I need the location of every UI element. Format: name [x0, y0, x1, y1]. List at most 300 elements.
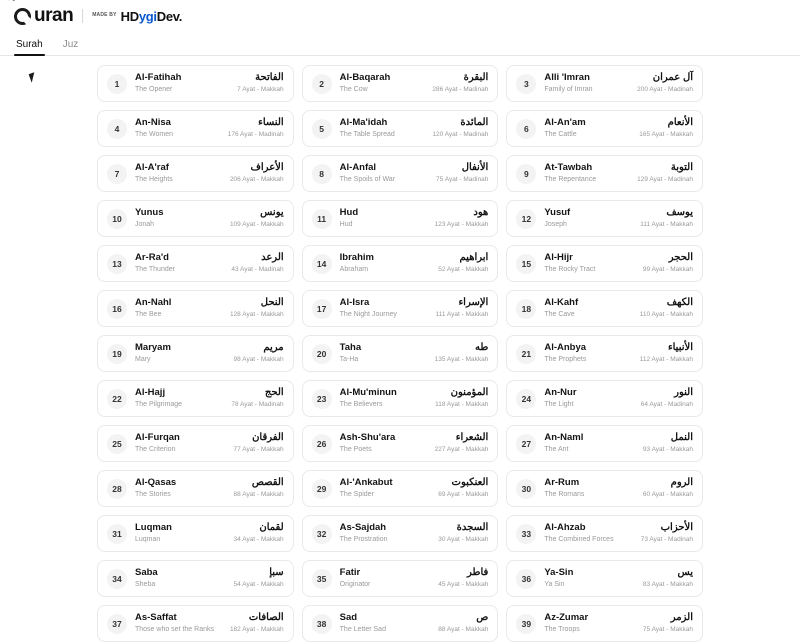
- surah-number-badge: 1: [107, 74, 127, 94]
- surah-arabic-name: الفرقان: [252, 431, 284, 443]
- surah-text-block: [127, 297, 230, 319]
- surah-meta-block: [432, 72, 488, 95]
- surah-name: Maryam: [135, 342, 171, 354]
- surah-number-badge: 30: [516, 479, 536, 499]
- surah-number-badge: 12: [516, 209, 536, 229]
- surah-arabic-name: القصص: [251, 476, 284, 488]
- surah-arabic-name: العنكبوت: [451, 476, 489, 488]
- surah-text-block: [332, 567, 439, 589]
- surah-card[interactable]: [506, 425, 703, 462]
- surah-arabic-name: هود: [473, 206, 489, 218]
- surah-name: Al-'Ankabut: [339, 477, 393, 489]
- surah-ayat-revelation: 60 Ayat - Makkah: [642, 491, 693, 499]
- surah-meta-block: [230, 207, 284, 230]
- surah-ayat-revelation: 69 Ayat - Makkah: [438, 491, 489, 499]
- surah-text-block: [536, 522, 640, 544]
- surah-card[interactable]: [97, 155, 294, 192]
- surah-text-block: [536, 72, 637, 94]
- surah-translation: Ta-Ha: [339, 356, 359, 364]
- surah-name: Luqman: [135, 522, 172, 534]
- surah-name: Al-Anbya: [544, 342, 587, 354]
- surah-card[interactable]: [506, 200, 703, 237]
- surah-ayat-revelation: 93 Ayat - Makkah: [642, 446, 693, 454]
- surah-name: Al-Mu'minun: [339, 387, 397, 399]
- surah-arabic-name: الحج: [264, 386, 284, 398]
- surah-number-badge: 37: [107, 614, 127, 634]
- surah-arabic-name: ص: [476, 611, 489, 623]
- surah-name: Al-Hijr: [544, 252, 573, 264]
- surah-arabic-name: الأحزاب: [660, 521, 693, 533]
- surah-meta-block: [639, 117, 693, 140]
- surah-ayat-revelation: 64 Ayat - Madinah: [640, 401, 693, 409]
- surah-number-badge: 18: [516, 299, 536, 319]
- surah-number-badge: 15: [516, 254, 536, 274]
- surah-ayat-revelation: 75 Ayat - Makkah: [642, 626, 693, 634]
- surah-translation: The Repentance: [544, 176, 597, 184]
- surah-translation: The Women: [135, 131, 173, 139]
- surah-name: Az-Zumar: [544, 612, 589, 624]
- surah-text-block: [536, 477, 643, 499]
- surah-text-block: [332, 72, 433, 94]
- surah-number-badge: 38: [312, 614, 332, 634]
- surah-name: An-Nahl: [135, 297, 172, 309]
- surah-ayat-revelation: 30 Ayat - Makkah: [438, 536, 489, 544]
- surah-meta-block: [643, 477, 693, 500]
- surah-ayat-revelation: 129 Ayat - Madinah: [637, 176, 693, 184]
- surah-arabic-name: التوبة: [670, 161, 693, 173]
- surah-translation: The Opener: [135, 86, 173, 94]
- surah-list-scroll-area[interactable]: [0, 57, 800, 634]
- surah-meta-block: [436, 162, 488, 185]
- surah-translation: The Rocky Tract: [544, 266, 596, 274]
- surah-name: Al-Qasas: [135, 477, 177, 489]
- surah-name: As-Sajdah: [339, 522, 387, 534]
- surah-arabic-name: النساء: [258, 116, 284, 128]
- surah-name: Al-An'am: [544, 117, 586, 129]
- surah-number-badge: 24: [516, 389, 536, 409]
- surah-card[interactable]: [302, 65, 499, 102]
- tab-surah[interactable]: Surah: [6, 36, 53, 55]
- surah-text-block: [332, 342, 435, 364]
- surah-meta-block: [234, 342, 284, 365]
- surah-number-badge: 8: [312, 164, 332, 184]
- surah-text-block: [536, 567, 643, 589]
- surah-meta-block: [643, 432, 693, 455]
- surah-text-block: [332, 612, 439, 634]
- surah-translation: The Cave: [544, 311, 575, 319]
- surah-ayat-revelation: 110 Ayat - Makkah: [639, 311, 693, 319]
- surah-meta-block: [435, 342, 489, 365]
- surah-meta-block: [230, 612, 284, 635]
- brand-name-mid: ygi: [138, 8, 157, 24]
- brand-name: [121, 9, 182, 24]
- surah-translation: The Poets: [339, 446, 372, 454]
- surah-number-badge: 17: [312, 299, 332, 319]
- surah-text-block: [127, 567, 234, 589]
- surah-name: At-Tawbah: [544, 162, 593, 174]
- surah-ayat-revelation: 111 Ayat - Makkah: [640, 221, 693, 229]
- surah-card[interactable]: [302, 380, 499, 417]
- surah-number-badge: 14: [312, 254, 332, 274]
- surah-ayat-revelation: 123 Ayat - Makkah: [434, 221, 489, 229]
- surah-meta-block: [432, 117, 488, 140]
- surah-text-block: [332, 162, 436, 184]
- surah-name: Al-Hajj: [135, 387, 166, 399]
- surah-arabic-name: المؤمنون: [450, 386, 489, 398]
- surah-text-block: [127, 432, 234, 454]
- surah-number-badge: 10: [107, 209, 127, 229]
- header-divider: [82, 9, 83, 23]
- surah-ayat-revelation: 45 Ayat - Makkah: [438, 581, 489, 589]
- surah-arabic-name: يوسف: [666, 206, 693, 218]
- surah-ayat-revelation: 118 Ayat - Makkah: [435, 401, 489, 409]
- surah-translation: Mary: [135, 356, 151, 364]
- surah-text-block: [127, 387, 231, 409]
- surah-ayat-revelation: 34 Ayat - Makkah: [233, 536, 284, 544]
- brand-badge-label: MADE BY: [92, 12, 117, 19]
- surah-name: An-Naml: [544, 432, 584, 444]
- surah-ayat-revelation: 182 Ayat - Makkah: [229, 626, 284, 634]
- surah-name: Al-Anfal: [339, 162, 377, 174]
- surah-translation: The Cattle: [544, 131, 577, 139]
- surah-name: Alli 'Imran: [544, 72, 590, 84]
- surah-card[interactable]: [97, 605, 294, 642]
- surah-name: Yusuf: [544, 207, 571, 219]
- surah-number-badge: 39: [516, 614, 536, 634]
- surah-name: Hud: [339, 207, 359, 219]
- surah-translation: The Prophets: [544, 356, 587, 364]
- surah-number-badge: 9: [516, 164, 536, 184]
- surah-number-badge: 33: [516, 524, 536, 544]
- surah-meta-block: [438, 567, 488, 590]
- surah-card[interactable]: [97, 470, 294, 507]
- surah-card[interactable]: [506, 560, 703, 597]
- surah-translation: The Troops: [544, 626, 580, 634]
- surah-text-block: [332, 207, 435, 229]
- surah-arabic-name: الصافات: [248, 611, 284, 623]
- surah-ayat-revelation: 99 Ayat - Makkah: [642, 266, 693, 274]
- surah-card[interactable]: [506, 245, 703, 282]
- surah-ayat-revelation: 73 Ayat - Madinah: [640, 536, 693, 544]
- surah-meta-block: [438, 522, 488, 545]
- surah-card[interactable]: [97, 380, 294, 417]
- surah-arabic-name: السجدة: [456, 521, 489, 533]
- surah-ayat-revelation: 7 Ayat - Makkah: [237, 86, 284, 94]
- surah-arabic-name: آل عمران: [652, 71, 693, 83]
- surah-number-badge: 28: [107, 479, 127, 499]
- surah-number-badge: 36: [516, 569, 536, 589]
- surah-ayat-revelation: 200 Ayat - Madinah: [637, 86, 693, 94]
- surah-card[interactable]: [302, 290, 499, 327]
- surah-name: Ash-Shu'ara: [339, 432, 396, 444]
- surah-arabic-name: الحجر: [668, 251, 693, 263]
- surah-translation: The Table Spread: [339, 131, 395, 139]
- surah-meta-block: [640, 207, 693, 230]
- surah-arabic-name: النحل: [260, 296, 284, 308]
- surah-arabic-name: الأعراف: [250, 161, 284, 173]
- surah-ayat-revelation: 109 Ayat - Makkah: [229, 221, 284, 229]
- surah-arabic-name: يس: [677, 566, 693, 578]
- surah-number-badge: 23: [312, 389, 332, 409]
- surah-number-badge: 16: [107, 299, 127, 319]
- surah-name: Ya-Sin: [544, 567, 574, 579]
- surah-meta-block: [641, 522, 693, 545]
- app-header: [0, 0, 800, 32]
- surah-text-block: [332, 522, 439, 544]
- surah-ayat-revelation: 165 Ayat - Makkah: [639, 131, 693, 139]
- surah-meta-block: [234, 477, 284, 500]
- surah-name: Al-Furqan: [135, 432, 180, 444]
- surah-meta-block: [231, 252, 283, 275]
- surah-translation: The Ant: [544, 446, 569, 454]
- surah-number-badge: 21: [516, 344, 536, 364]
- surah-ayat-revelation: 98 Ayat - Makkah: [233, 356, 284, 364]
- surah-name: Ar-Rum: [544, 477, 580, 489]
- surah-name: Al-Fatihah: [135, 72, 182, 84]
- surah-text-block: [127, 477, 234, 499]
- surah-number-badge: 29: [312, 479, 332, 499]
- surah-arabic-name: الإسراء: [458, 296, 489, 308]
- surah-translation: Hud: [339, 221, 353, 229]
- surah-text-block: [127, 522, 234, 544]
- surah-ayat-revelation: 75 Ayat - Madinah: [436, 176, 489, 184]
- surah-card[interactable]: [506, 290, 703, 327]
- surah-ayat-revelation: 112 Ayat - Makkah: [639, 356, 693, 364]
- surah-number-badge: 31: [107, 524, 127, 544]
- surah-meta-block: [234, 567, 284, 590]
- surah-translation: The Pilgrimage: [135, 401, 183, 409]
- surah-text-block: [536, 162, 637, 184]
- surah-arabic-name: مريم: [263, 341, 284, 353]
- surah-number-badge: 27: [516, 434, 536, 454]
- surah-card[interactable]: [506, 335, 703, 372]
- surah-text-block: [536, 297, 639, 319]
- surah-card[interactable]: [97, 245, 294, 282]
- surah-meta-block: [641, 387, 693, 410]
- surah-card[interactable]: [302, 470, 499, 507]
- surah-number-badge: 4: [107, 119, 127, 139]
- logo-text: uran: [34, 5, 74, 26]
- surah-meta-block: [237, 72, 284, 95]
- surah-number-badge: 20: [312, 344, 332, 364]
- surah-text-block: [127, 252, 231, 274]
- surah-card[interactable]: [506, 515, 703, 552]
- surah-text-block: [332, 297, 436, 319]
- surah-meta-block: [438, 477, 488, 500]
- surah-translation: Those who set the Ranks: [135, 626, 214, 634]
- surah-translation: The Spider: [339, 491, 374, 499]
- surah-text-block: [127, 72, 237, 94]
- surah-meta-block: [640, 297, 693, 320]
- surah-name: Al-Kahf: [544, 297, 579, 309]
- surah-name: Ibrahim: [339, 252, 374, 264]
- surah-meta-block: [234, 522, 284, 545]
- surah-ayat-revelation: 176 Ayat - Madinah: [227, 131, 284, 139]
- surah-card[interactable]: [302, 515, 499, 552]
- surah-card[interactable]: [302, 110, 499, 147]
- surah-ayat-revelation: 111 Ayat - Makkah: [435, 311, 489, 319]
- surah-ayat-revelation: 135 Ayat - Makkah: [434, 356, 489, 364]
- surah-translation: Originator: [339, 581, 371, 589]
- surah-number-badge: 22: [107, 389, 127, 409]
- surah-name: As-Saffat: [135, 612, 177, 624]
- surah-number-badge: 2: [312, 74, 332, 94]
- surah-card[interactable]: [302, 245, 499, 282]
- surah-meta-block: [230, 162, 284, 185]
- surah-meta-block: [435, 432, 489, 455]
- surah-translation: Sheba: [135, 581, 156, 589]
- surah-meta-block: [228, 117, 284, 140]
- surah-number-badge: 7: [107, 164, 127, 184]
- surah-arabic-name: الأنعام: [667, 116, 693, 128]
- surah-card[interactable]: [97, 290, 294, 327]
- surah-arabic-name: المائدة: [460, 116, 489, 128]
- surah-number-badge: 35: [312, 569, 332, 589]
- surah-text-block: [536, 207, 640, 229]
- surah-meta-block: [643, 567, 693, 590]
- surah-card[interactable]: [302, 560, 499, 597]
- surah-meta-block: [230, 297, 284, 320]
- surah-arabic-name: لقمان: [259, 521, 284, 533]
- surah-translation: Jonah: [135, 221, 155, 229]
- surah-meta-block: [637, 162, 693, 185]
- surah-ayat-revelation: 43 Ayat - Madinah: [231, 266, 284, 274]
- surah-translation: The Combined Forces: [544, 536, 614, 544]
- quran-logo[interactable]: [14, 5, 73, 27]
- surah-ayat-revelation: 77 Ayat - Makkah: [233, 446, 284, 454]
- surah-translation: The Criterion: [135, 446, 176, 454]
- surah-arabic-name: الأنفال: [461, 161, 489, 173]
- surah-text-block: [127, 207, 230, 229]
- surah-card[interactable]: [302, 335, 499, 372]
- surah-card[interactable]: [506, 155, 703, 192]
- surah-ayat-revelation: 227 Ayat - Makkah: [434, 446, 489, 454]
- surah-card[interactable]: [97, 335, 294, 372]
- surah-number-badge: 3: [516, 74, 536, 94]
- surah-meta-block: [637, 72, 693, 95]
- surah-text-block: [332, 432, 435, 454]
- surah-card[interactable]: [97, 110, 294, 147]
- surah-translation: Joseph: [544, 221, 567, 229]
- surah-text-block: [536, 117, 639, 139]
- surah-name: Al-Ma'idah: [339, 117, 388, 129]
- surah-arabic-name: يونس: [260, 206, 284, 218]
- surah-number-badge: 6: [516, 119, 536, 139]
- surah-meta-block: [231, 387, 283, 410]
- surah-text-block: [332, 117, 433, 139]
- surah-translation: The Thunder: [135, 266, 175, 274]
- surah-translation: Ya Sin: [544, 581, 565, 589]
- surah-text-block: [536, 342, 639, 364]
- surah-meta-block: [438, 612, 488, 635]
- surah-arabic-name: النور: [674, 386, 693, 398]
- surah-translation: Abraham: [339, 266, 369, 274]
- surah-number-badge: 13: [107, 254, 127, 274]
- surah-arabic-name: الشعراء: [455, 431, 489, 443]
- surah-number-badge: 34: [107, 569, 127, 589]
- surah-card[interactable]: [506, 605, 703, 642]
- surah-text-block: [127, 342, 234, 364]
- surah-text-block: [332, 387, 435, 409]
- surah-arabic-name: الرعد: [261, 251, 284, 263]
- surah-translation: The Prostration: [339, 536, 388, 544]
- surah-translation: The Spoils of War: [339, 176, 396, 184]
- surah-ayat-revelation: 52 Ayat - Makkah: [438, 266, 489, 274]
- surah-ayat-revelation: 54 Ayat - Makkah: [233, 581, 284, 589]
- surah-arabic-name: فاطر: [467, 566, 489, 578]
- surah-card[interactable]: [506, 65, 703, 102]
- surah-card[interactable]: [302, 155, 499, 192]
- surah-meta-block: [640, 342, 693, 365]
- surah-name: Al-Ahzab: [544, 522, 586, 534]
- brand-name-suffix: Dev.: [156, 8, 183, 24]
- surah-text-block: [332, 477, 439, 499]
- surah-arabic-name: الفاتحة: [255, 71, 284, 83]
- surah-ayat-revelation: 206 Ayat - Makkah: [229, 176, 284, 184]
- tab-juz[interactable]: Juz: [62, 39, 79, 50]
- surah-name: Saba: [135, 567, 158, 579]
- surah-arabic-name: النمل: [670, 431, 693, 443]
- surah-name: Fatir: [339, 567, 361, 579]
- surah-translation: The Stories: [135, 491, 171, 499]
- surah-translation: Family of Imran: [544, 86, 593, 94]
- surah-number-badge: 26: [312, 434, 332, 454]
- surah-card[interactable]: [302, 425, 499, 462]
- surah-card[interactable]: [97, 425, 294, 462]
- surah-arabic-name: طه: [475, 341, 489, 353]
- surah-card[interactable]: [506, 110, 703, 147]
- surah-grid: [97, 65, 703, 642]
- surah-arabic-name: الكهف: [666, 296, 693, 308]
- surah-name: Ar-Ra'd: [135, 252, 169, 264]
- surah-translation: The Bee: [135, 311, 162, 319]
- surah-translation: The Light: [544, 401, 574, 409]
- brand-credit[interactable]: [92, 9, 182, 24]
- surah-card[interactable]: [302, 200, 499, 237]
- surah-card[interactable]: [97, 200, 294, 237]
- surah-number-badge: 32: [312, 524, 332, 544]
- surah-ayat-revelation: 88 Ayat - Makkah: [233, 491, 284, 499]
- brand-name-prefix: HD: [120, 8, 139, 24]
- surah-meta-block: [643, 252, 693, 275]
- surah-name: Yunus: [135, 207, 164, 219]
- surah-meta-block: [438, 252, 488, 275]
- surah-meta-block: [436, 297, 489, 320]
- surah-card[interactable]: [302, 605, 499, 642]
- surah-translation: The Romans: [544, 491, 585, 499]
- surah-name: Taha: [339, 342, 362, 354]
- surah-card[interactable]: [506, 470, 703, 507]
- surah-name: An-Nur: [544, 387, 577, 399]
- surah-text-block: [536, 432, 643, 454]
- surah-ayat-revelation: 120 Ayat - Madinah: [432, 131, 489, 139]
- surah-arabic-name: الروم: [670, 476, 693, 488]
- surah-card[interactable]: [506, 380, 703, 417]
- surah-number-badge: 25: [107, 434, 127, 454]
- surah-name: Al-A'raf: [135, 162, 169, 174]
- surah-card[interactable]: [97, 515, 294, 552]
- surah-number-badge: 5: [312, 119, 332, 139]
- surah-card[interactable]: [97, 560, 294, 597]
- surah-text-block: [127, 612, 230, 634]
- surah-translation: Luqman: [135, 536, 161, 544]
- surah-arabic-name: الزمر: [670, 611, 693, 623]
- surah-text-block: [536, 612, 643, 634]
- surah-translation: The Letter Sad: [339, 626, 386, 634]
- surah-card[interactable]: [97, 65, 294, 102]
- surah-text-block: [332, 252, 439, 274]
- surah-meta-block: [234, 432, 284, 455]
